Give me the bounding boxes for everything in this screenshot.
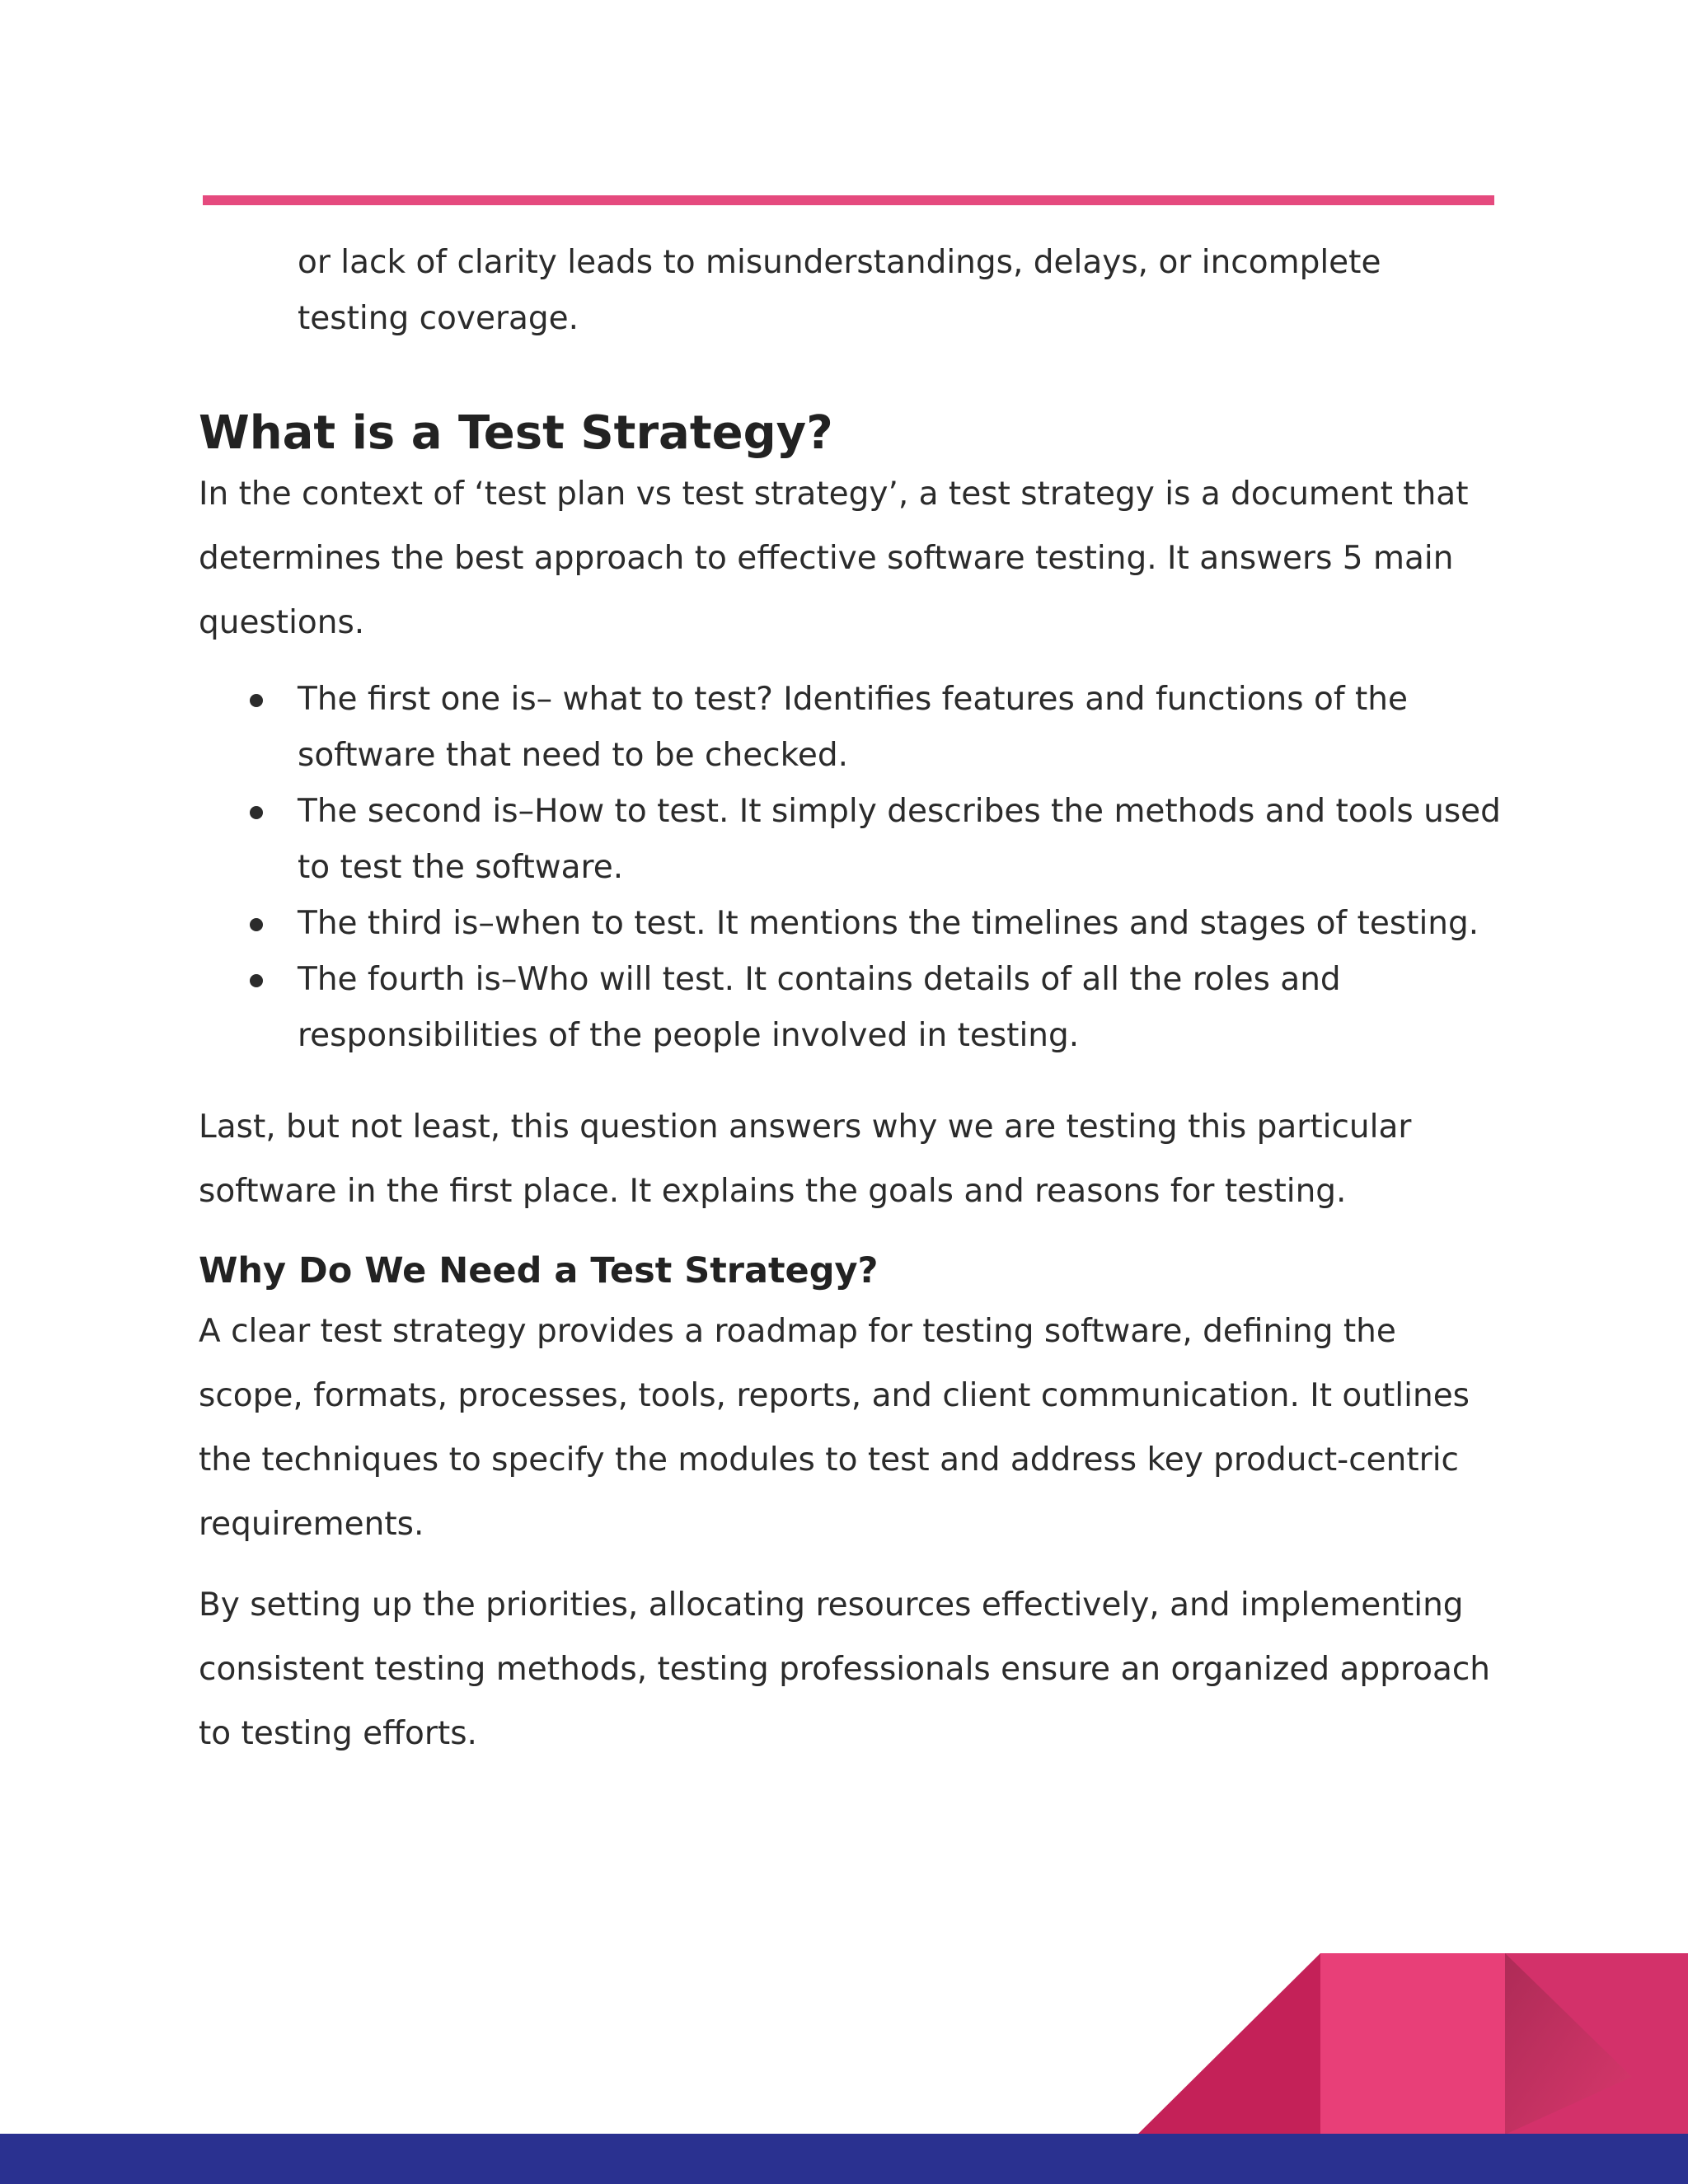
bullet-icon [250, 918, 263, 931]
subsection-title: Why Do We Need a Test Strategy? [199, 1250, 879, 1291]
section-intro: In the context of ‘test plan vs test strategy’, a test strategy is a document that determines the best approach to effective software testing. It answers 5 main questions. [199, 476, 1469, 641]
section-title: What is a Test Strategy? [199, 406, 833, 460]
list-item [199, 896, 1501, 952]
page-content [199, 235, 1501, 1766]
bullet-icon [250, 694, 263, 707]
subsection-paragraph-1: A clear test strategy provides a roadmap for testing software, defining the scope, formats, processes, tools, reports, and client communication. It outlines the techniques to specify the modules to test and address key product-centric requirements. [199, 1313, 1470, 1543]
list-item-text: The first one is– what to test? Identifies features and functions of the software that need to be checked. [298, 681, 1408, 774]
bullet-icon [250, 806, 263, 819]
list-item [199, 672, 1501, 784]
strategy-question-list [199, 672, 1501, 1064]
subsection-paragraph-2: By setting up the priorities, allocating resources effectively, and implementing consistent testing methods, testing professionals ensure an organized approach to testing efforts. [199, 1586, 1491, 1752]
header-divider-line [203, 195, 1494, 205]
footer-triangle-shape [1137, 1953, 1320, 2135]
list-item [199, 784, 1501, 896]
footer-band [0, 2134, 1688, 2184]
list-item [199, 952, 1501, 1064]
continued-paragraph: or lack of clarity leads to misunderstandings, delays, or incomplete testing coverage. [298, 244, 1381, 337]
list-item-text: The third is–when to test. It mentions the timelines and stages of testing. [298, 905, 1479, 942]
list-item-text: The fourth is–Who will test. It contains details of all the roles and responsibilities of the people involved in testing. [298, 961, 1341, 1054]
section-closing: Last, but not least, this question answers why we are testing this particular software in the first place. It explains the goals and reasons for testing. [199, 1108, 1412, 1210]
list-item-text: The second is–How to test. It simply describes the methods and tools used to test the software. [298, 793, 1501, 886]
bullet-icon [250, 974, 263, 987]
footer-decorative-shapes [1137, 1953, 1688, 2135]
footer-square-shape [1320, 1953, 1505, 2135]
